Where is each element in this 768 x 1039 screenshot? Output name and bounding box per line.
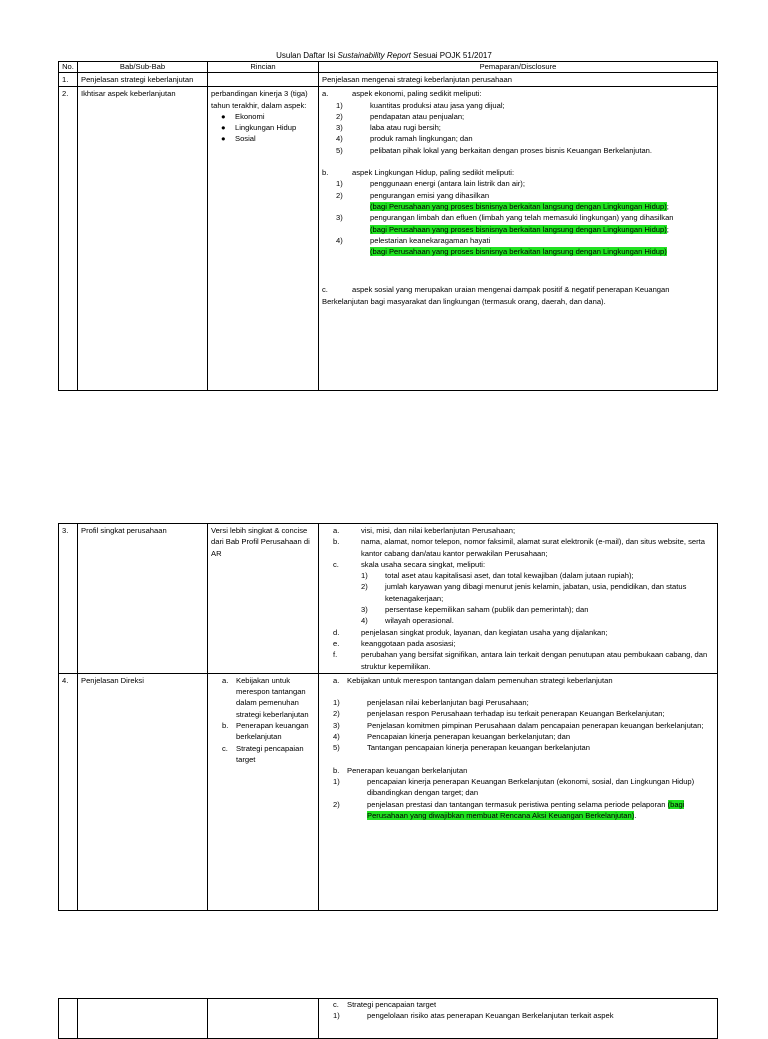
list-item: 1) penjelasan nilai keberlanjutan bagi Perusahaan;: [333, 698, 529, 708]
row-pemaparan: [319, 87, 718, 391]
bullet-icon: ●: [221, 111, 226, 121]
highlight-note: (bagi Perusahaan yang diwajibkan membuat Rencana Aksi Keuangan Berkelanjutan): [367, 799, 685, 820]
row-pemaparan: [319, 673, 718, 910]
row-bab: Penjelasan Direksi: [78, 673, 208, 910]
highlight-note: (bagi Perusahaan yang proses bisnisnya berkaitan langsung dengan Lingkungan Hidup): [370, 247, 667, 257]
list-item: 2) penjelasan respon Perusahaan terhadap isu terkait penerapan Keuangan Berkelanjutan;: [333, 709, 665, 719]
row-no: 3.: [59, 524, 78, 674]
list-heading: b. aspek Lingkungan Hidup, paling sedikit meliputi:: [322, 168, 515, 178]
list-item: a. visi, misi, dan nilai keberlanjutan Perusahaan;: [333, 526, 516, 535]
row-rincian: [208, 999, 319, 1039]
list-item: 1) pencapaian kinerja penerapan Keuangan Berkelanjutan (ekonomi, sosial, dan Lingkungan Hidup) dibandingkan dengan target; dan: [333, 776, 695, 798]
row-pemaparan: [319, 524, 718, 674]
list-item: 3) laba atau rugi bersih;: [336, 123, 441, 133]
header-no: No.: [59, 62, 78, 73]
list-heading: c. aspek sosial yang merupakan uraian mengenai dampak positif & negatif penerapan Keuangan Berkelanjutan bagi masyarakat dan lingkungan (termasuk orang, daerah, dan dana).: [322, 285, 670, 306]
disclosure-table-3: [58, 998, 718, 1039]
list-item: 1) total aset atau kapitalisasi aset, dan total kewajiban (dalam jutaan rupiah);: [361, 571, 634, 581]
row-no: [59, 999, 78, 1039]
list-item: 4) wilayah operasional.: [361, 616, 454, 626]
list-item: 5) pelibatan pihak lokal yang berkaitan dengan proses bisnis Keuangan Berkelanjutan.: [336, 145, 653, 155]
bullet-icon: ●: [221, 123, 226, 133]
disclosure-table-2: [58, 523, 718, 911]
list-item: 2) penjelasan prestasi dan tantangan termasuk peristiwa penting selama periode pelaporan (bagi Perusahaan yang diwajibkan membuat Rencana Aksi Keuangan Berkelanjutan).: [333, 799, 685, 820]
row-rincian: Versi lebih singkat & concise dari Bab Profil Perusahaan di AR: [208, 524, 319, 674]
list-item: 3) Penjelasan komitmen pimpinan Perusahaan dalam pencapaian penerapan keuangan berkelanjutan;: [333, 720, 704, 730]
list-item: c. Strategi pencapaian target: [222, 743, 304, 764]
row-pemaparan: Penjelasan mengenai strategi keberlanjutan perusahaan: [319, 73, 718, 87]
table-header-row: [59, 62, 718, 73]
row-bab: Profil singkat perusahaan: [78, 524, 208, 674]
highlight-note: (bagi Perusahaan yang proses bisnisnya berkaitan langsung dengan Lingkungan Hidup): [370, 224, 667, 234]
list-heading: a. aspek ekonomi, paling sedikit meliputi:: [322, 89, 482, 99]
table-row-2: [59, 87, 718, 391]
list-item: 3) pengurangan limbah dan efluen (limbah yang telah memasuki lingkungan) yang dihasilkan (bagi Perusahaan yang proses bisnisnya berkaitan langsung dengan Lingkungan Hidup);: [336, 213, 674, 234]
highlight-note: (bagi Perusahaan yang proses bisnisnya berkaitan langsung dengan Lingkungan Hidup): [370, 201, 667, 211]
title-suffix: Sesuai POJK 51/2017: [410, 51, 492, 60]
list-item: ● Sosial: [221, 134, 256, 144]
row-bab: [78, 999, 208, 1039]
table-row-1: [59, 73, 718, 87]
title-italic: Sustainability Report: [337, 51, 411, 60]
row-no: 1.: [59, 73, 78, 87]
row-bab: Penjelasan strategi keberlanjutan: [78, 73, 208, 87]
list-item: 2) pengurangan emisi yang dihasilkan (bagi Perusahaan yang proses bisnisnya berkaitan langsung dengan Lingkungan Hidup);: [336, 190, 669, 211]
list-item: 2) jumlah karyawan yang dibagi menurut jenis kelamin, jabatan, usia, pendidikan, dan status ketenagakerjaan;: [361, 582, 687, 603]
list-item: 1) pengelolaan risiko atas penerapan Keuangan Berkelanjutan terkait aspek: [333, 1011, 614, 1021]
header-bab: Bab/Sub-Bab: [78, 62, 208, 73]
list-item: f. perubahan yang bersifat signifikan, antara lain terkait dengan penutupan atau pembukaan cabang, dan struktur kepemilikan.: [333, 650, 708, 671]
list-item: 4) pelestarian keanekaragaman hayati (bagi Perusahaan yang proses bisnisnya berkaitan langsung dengan Lingkungan Hidup): [336, 235, 667, 257]
disclosure-table-1: [58, 61, 718, 391]
rincian-text: perbandingan kinerja 3 (tiga) tahun terakhir, dalam aspek:: [211, 89, 308, 110]
bullet-icon: ●: [221, 134, 226, 144]
list-item: c. skala usaha secara singkat, meliputi:: [333, 559, 486, 569]
row-rincian: [208, 87, 319, 391]
list-item: 1) kuantitas produksi atau jasa yang dijual;: [336, 100, 505, 110]
row-rincian: [208, 673, 319, 910]
list-item: 3) persentase kepemilikan saham (publik dan pemerintah); dan: [361, 605, 589, 615]
list-item: e. keanggotaan pada asosiasi;: [333, 638, 456, 648]
list-item: b. nama, alamat, nomor telepon, nomor faksimil, alamat surat elektronik (e-mail), dan situs website, serta kantor cabang dan/atau kantor perwakilan Perusahaan;: [333, 537, 705, 558]
row-no: 2.: [59, 87, 78, 391]
list-item: 2) pendapatan atau penjualan;: [336, 111, 465, 121]
list-heading: c. Strategi pencapaian target: [333, 1000, 437, 1009]
list-item: 1) penggunaan energi (antara lain listrik dan air);: [336, 179, 525, 189]
list-item: 4) produk ramah lingkungan; dan: [336, 134, 473, 144]
list-item: b. Penerapan keuangan berkelanjutan: [222, 721, 309, 742]
list-item: d. penjelasan singkat produk, layanan, dan kegiatan usaha yang dijalankan;: [333, 627, 608, 637]
list-item: ● Ekonomi: [221, 111, 265, 121]
header-pemaparan: Pemaparan/Disclosure: [319, 62, 718, 73]
row-rincian: [208, 73, 319, 87]
document-title: [0, 50, 768, 61]
row-pemaparan: [319, 999, 718, 1039]
title-prefix: Usulan Daftar Isi: [276, 51, 338, 60]
row-bab: Ikhtisar aspek keberlanjutan: [78, 87, 208, 391]
list-item: 4) Pencapaian kinerja penerapan keuangan berkelanjutan; dan: [333, 732, 571, 742]
list-item: 5) Tantangan pencapaian kinerja penerapan keuangan berkelanjutan: [333, 743, 590, 753]
list-heading: a. Kebijakan untuk merespon tantangan dalam pemenuhan strategi keberlanjutan: [333, 675, 613, 685]
table-row-4: [59, 673, 718, 910]
list-item: ● Lingkungan Hidup: [221, 123, 297, 133]
row-no: 4.: [59, 673, 78, 910]
table-row-5: [59, 999, 718, 1039]
header-rincian: Rincian: [208, 62, 319, 73]
table-row-3: [59, 524, 718, 674]
list-item: a. Kebijakan untuk merespon tantangan dalam pemenuhan strategi keberlanjutan: [222, 675, 309, 719]
list-heading: b. Penerapan keuangan berkelanjutan: [333, 765, 468, 775]
